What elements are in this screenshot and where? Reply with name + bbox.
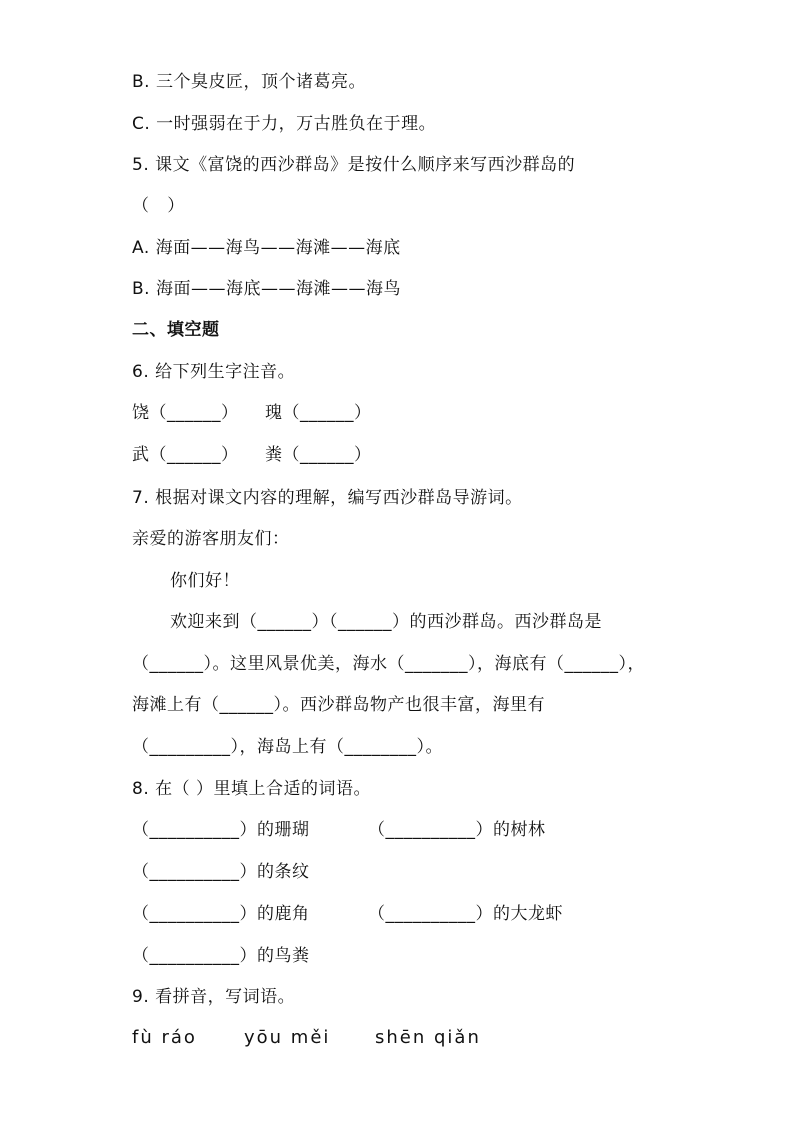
section-title: 二、填空题	[132, 320, 220, 340]
q8-item: （__________）的珊瑚	[132, 820, 310, 840]
q7-paragraph-line: （_________），海岛上有（________）。	[132, 737, 443, 757]
q7-hello: 你们好！	[170, 571, 240, 591]
q5-stem: 5. 课文《富饶的西沙群岛》是按什么顺序来写西沙群岛的	[132, 155, 576, 175]
q9-stem: 9. 看拼音，写词语。	[132, 987, 296, 1007]
q6-stem: 6. 给下列生字注音。	[132, 362, 296, 382]
q6-item: 粪（______）	[265, 445, 372, 465]
q4-option-c: C. 一时强弱在于力，万古胜负在于理。	[132, 114, 437, 134]
q5-answer-paren: （ ）	[132, 196, 185, 216]
q4-option-b: B. 三个臭皮匠，顶个诸葛亮。	[132, 72, 366, 92]
q7-stem: 7. 根据对课文内容的理解，编写西沙群岛导游词。	[132, 488, 523, 508]
q6-item: 武（______）	[132, 445, 239, 465]
q5-option-a: A. 海面——海鸟——海滩——海底	[132, 238, 401, 258]
q9-pinyin: yōu měi	[244, 1027, 331, 1048]
q7-greeting: 亲爱的游客朋友们：	[132, 529, 290, 549]
q8-item: （__________）的条纹	[132, 862, 310, 882]
q8-item: （__________）的树林	[368, 820, 546, 840]
q8-stem: 8. 在（ ）里填上合适的词语。	[132, 779, 372, 799]
q7-paragraph-line: （______）。这里风景优美，海水（_______），海底有（______），	[132, 654, 645, 674]
q7-paragraph-line: 海滩上有（______）。西沙群岛物产也很丰富，海里有	[132, 695, 545, 715]
q6-item: 瑰（______）	[265, 403, 372, 423]
q9-pinyin: fù ráo	[132, 1027, 197, 1048]
q7-paragraph-line: 欢迎来到（______）（______）的西沙群岛。西沙群岛是	[170, 612, 602, 632]
q8-item: （__________）的鹿角	[132, 904, 310, 924]
q9-pinyin: shēn qiǎn	[375, 1027, 481, 1048]
q8-item: （__________）的大龙虾	[368, 904, 563, 924]
q8-item: （__________）的鸟粪	[132, 946, 310, 966]
q5-option-b: B. 海面——海底——海滩——海鸟	[132, 279, 401, 299]
q6-item: 饶（______）	[132, 403, 239, 423]
